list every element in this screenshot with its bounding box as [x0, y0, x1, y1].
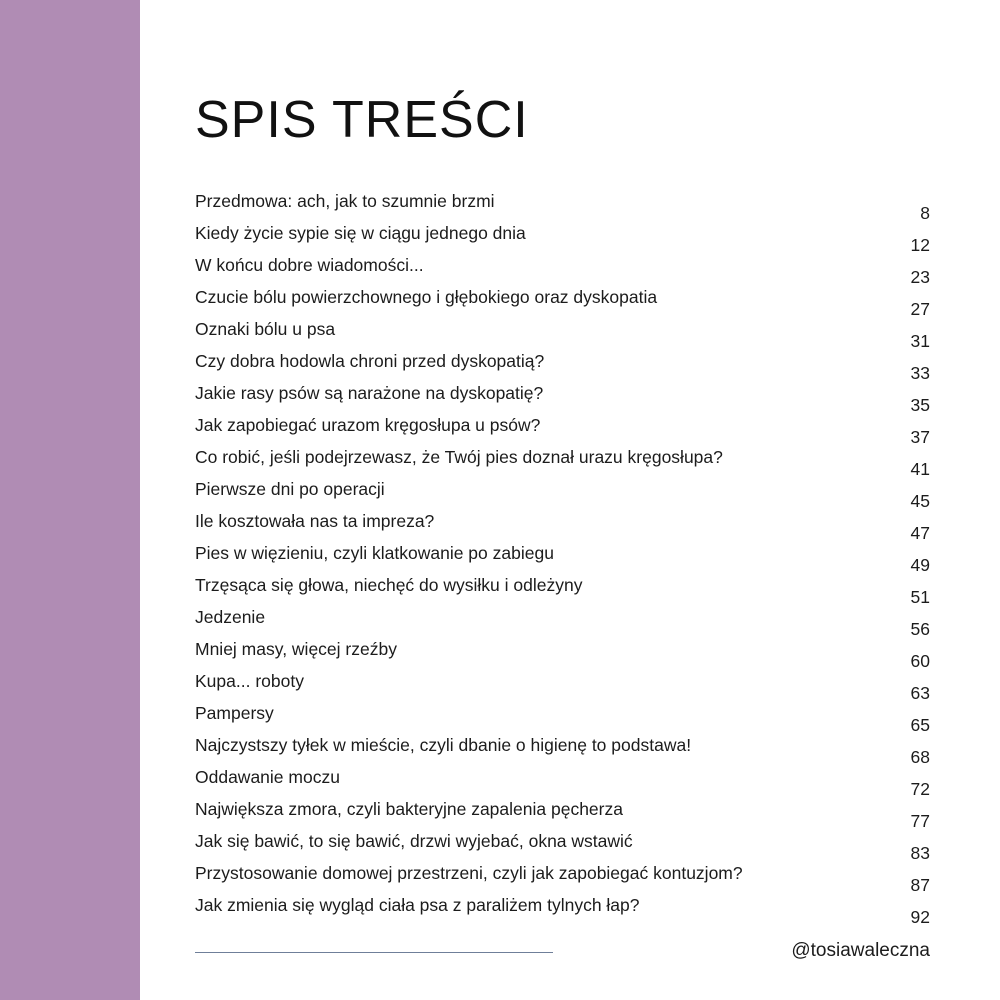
toc-entry-label: Kiedy życie sypie się w ciągu jednego dnia [195, 223, 526, 244]
toc-entry-page: 92 [910, 907, 930, 928]
page-title: SPIS TREŚCI [195, 91, 529, 149]
toc-entry[interactable] [195, 671, 930, 703]
toc-entry-label: Jak zapobiegać urazom kręgosłupa u psów? [195, 415, 541, 436]
page-content [140, 0, 1000, 1000]
toc-entry[interactable] [195, 255, 930, 287]
toc-entry[interactable] [195, 223, 930, 255]
toc-entry-label: Najczystszy tyłek w mieście, czyli dbanie o higienę to podstawa! [195, 735, 692, 756]
toc-entry[interactable] [195, 735, 930, 767]
toc-entry[interactable] [195, 799, 930, 831]
toc-entry[interactable] [195, 895, 930, 927]
toc-entry[interactable] [195, 447, 930, 479]
toc-entry-label: Jakie rasy psów są narażone na dyskopatię? [195, 383, 544, 404]
toc-entry-label: Ile kosztowała nas ta impreza? [195, 511, 435, 532]
toc-entry-page: 49 [910, 555, 930, 576]
toc-entry-page: 51 [910, 587, 930, 608]
toc-entry-page: 47 [910, 523, 930, 544]
toc-entry-label: Jak się bawić, to się bawić, drzwi wyjebać, okna wstawić [195, 831, 633, 852]
toc-entry[interactable] [195, 415, 930, 447]
toc-entry-label: Oddawanie moczu [195, 767, 340, 788]
social-handle: @tosiawaleczna [791, 940, 930, 961]
toc-entry-page: 27 [910, 299, 930, 320]
toc-entry-label: Jak zmienia się wygląd ciała psa z paraliżem tylnych łap? [195, 895, 640, 916]
toc-entry-label: Kupa... roboty [195, 671, 304, 692]
footer-divider [195, 952, 553, 953]
toc-entry-label: Przedmowa: ach, jak to szumnie brzmi [195, 191, 495, 212]
toc-entry[interactable] [195, 287, 930, 319]
toc-entry-page: 68 [910, 747, 930, 768]
toc-entry[interactable] [195, 319, 930, 351]
toc-entry-label: Oznaki bólu u psa [195, 319, 336, 340]
toc-entry-page: 72 [910, 779, 930, 800]
toc-entry-page: 56 [910, 619, 930, 640]
page-footer [195, 940, 930, 982]
toc-entry-label: Pierwsze dni po operacji [195, 479, 385, 500]
toc-entry[interactable] [195, 703, 930, 735]
toc-entry-page: 65 [910, 715, 930, 736]
toc-entry-page: 83 [910, 843, 930, 864]
toc-entry-label: Pies w więzieniu, czyli klatkowanie po zabiegu [195, 543, 554, 564]
toc-entry-label: Czucie bólu powierzchownego i głębokiego oraz dyskopatia [195, 287, 658, 308]
toc-entry-page: 33 [910, 363, 930, 384]
decorative-side-bar [0, 0, 140, 1000]
toc-entry-page: 60 [910, 651, 930, 672]
toc-entry-page: 23 [910, 267, 930, 288]
toc-entry[interactable] [195, 383, 930, 415]
toc-entry-label: Jedzenie [195, 607, 266, 628]
toc-entry-page: 63 [910, 683, 930, 704]
toc-entry[interactable] [195, 607, 930, 639]
toc-entry-page: 37 [910, 427, 930, 448]
toc-entry-label: Czy dobra hodowla chroni przed dyskopatią? [195, 351, 545, 372]
toc-entry[interactable] [195, 479, 930, 511]
toc-entry-page: 87 [910, 875, 930, 896]
toc-entry[interactable] [195, 575, 930, 607]
toc-entry-page: 8 [920, 203, 930, 224]
toc-entry[interactable] [195, 863, 930, 895]
toc-entry-label: Pampersy [195, 703, 274, 724]
toc-entry-page: 12 [910, 235, 930, 256]
toc-entry-label: Przystosowanie domowej przestrzeni, czyli jak zapobiegać kontuzjom? [195, 863, 743, 884]
table-of-contents [195, 191, 930, 927]
toc-entry-page: 31 [910, 331, 930, 352]
toc-entry-page: 41 [910, 459, 930, 480]
toc-entry-label: Co robić, jeśli podejrzewasz, że Twój pies doznał urazu kręgosłupa? [195, 447, 723, 468]
toc-entry-label: Mniej masy, więcej rzeźby [195, 639, 397, 660]
toc-entry-label: Trzęsąca się głowa, niechęć do wysiłku i odleżyny [195, 575, 583, 596]
toc-entry-page: 35 [910, 395, 930, 416]
toc-entry[interactable] [195, 351, 930, 383]
toc-entry[interactable] [195, 543, 930, 575]
toc-entry[interactable] [195, 831, 930, 863]
toc-entry[interactable] [195, 767, 930, 799]
toc-entry[interactable] [195, 191, 930, 223]
toc-entry-page: 77 [910, 811, 930, 832]
toc-entry-label: Największa zmora, czyli bakteryjne zapalenia pęcherza [195, 799, 623, 820]
toc-entry[interactable] [195, 639, 930, 671]
toc-entry-page: 45 [910, 491, 930, 512]
toc-entry[interactable] [195, 511, 930, 543]
toc-entry-label: W końcu dobre wiadomości... [195, 255, 424, 276]
